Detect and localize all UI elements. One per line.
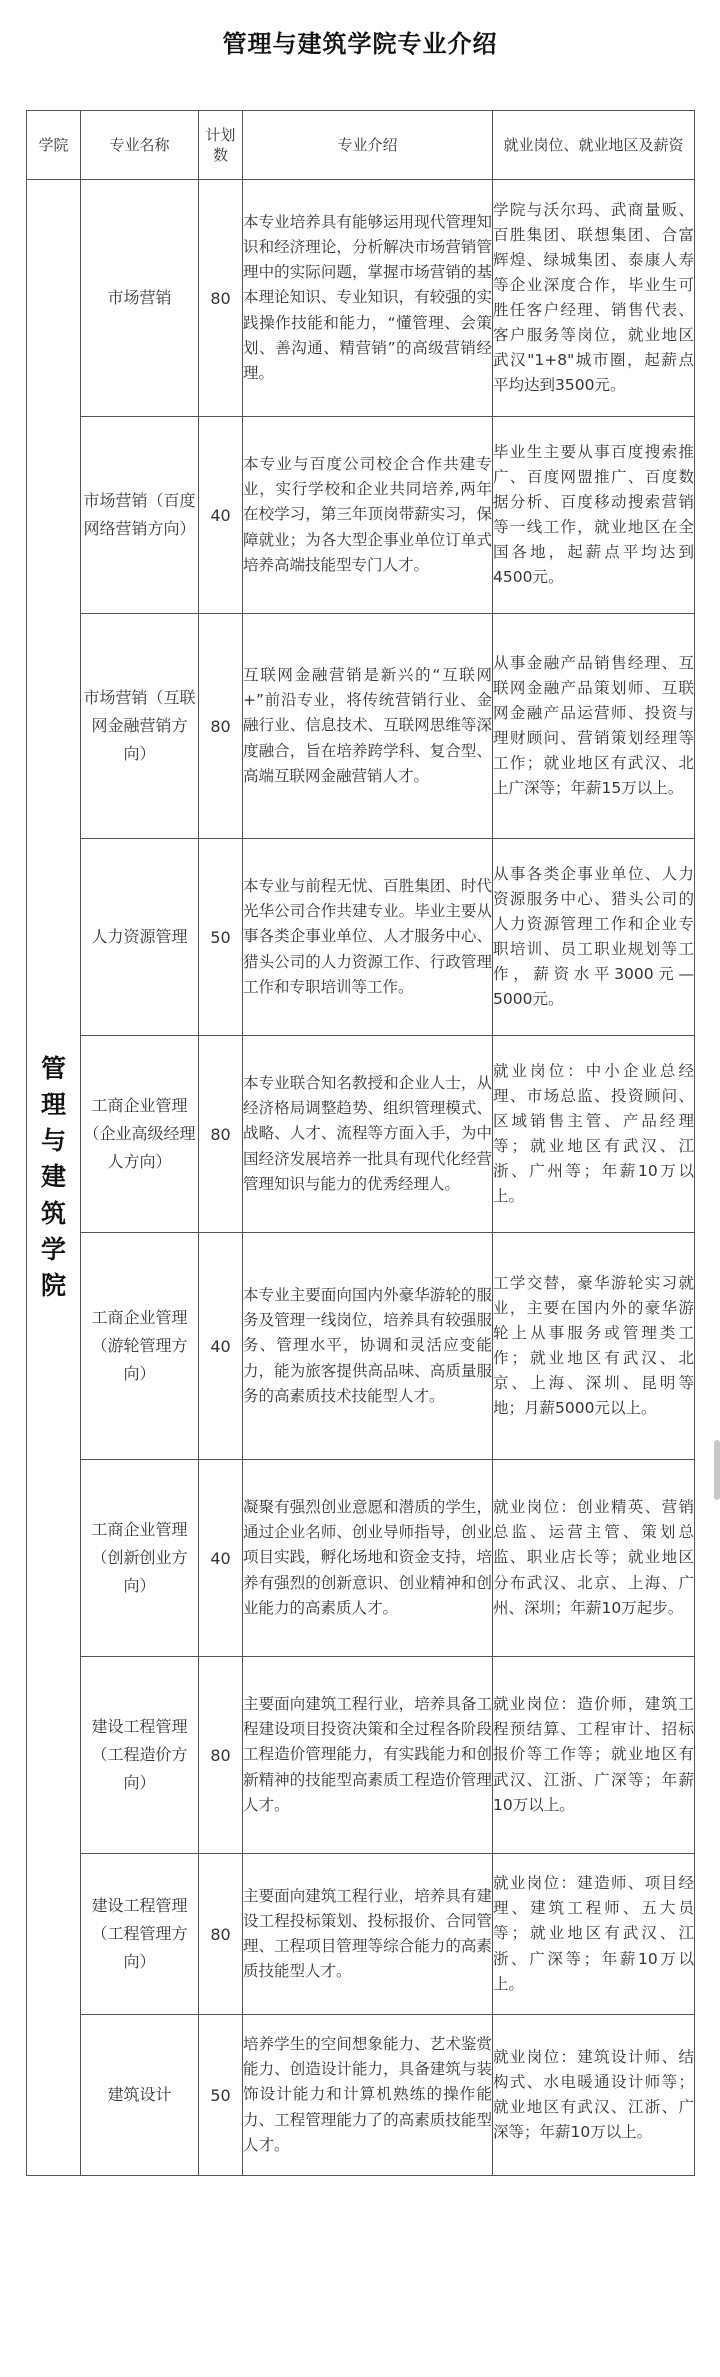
major-name: 人力资源管理 (81, 839, 199, 1036)
plan-count: 40 (199, 1233, 243, 1460)
job-info: 毕业生主要从事百度搜索推广、百度网盟推广、百度数据分析、百度移动搜索营销等一线工作，就业地区在全国各地，起薪点平均达到4500元。 (493, 417, 695, 614)
table-row (27, 614, 695, 839)
job-info: 就业岗位：创业精英、营销总监、运营主管、策划总监、职业店长等；就业地区分布武汉、北京、上海、广州、深圳；年薪10万起步。 (493, 1460, 695, 1657)
table-row (27, 1854, 695, 2015)
table-row (27, 1233, 695, 1460)
major-intro: 培养学生的空间想象能力、艺术鉴赏能力、创造设计能力，具备建筑与装饰设计能力和计算机熟练的操作能力、工程管理能力了的高素质技能型人才。 (243, 2015, 493, 2176)
major-intro: 本专业培养具有能够运用现代管理知识和经济理论，分析解决市场营销管理中的实际问题，掌握市场营销的基本理论知识、专业知识，有较强的实践操作技能和能力，“懂管理、会策划、善沟通、精营销”的高级营销经理。 (243, 180, 493, 417)
major-name: 市场营销（百度网络营销方向） (81, 417, 199, 614)
scrollbar-thumb[interactable] (714, 1440, 720, 1500)
plan-count: 40 (199, 1460, 243, 1657)
job-info: 就业岗位：造价师，建筑工程预结算、工程审计、招标报价等工作等；就业地区有武汉、江浙、广深等；年薪10万以上。 (493, 1657, 695, 1854)
plan-count: 80 (199, 1036, 243, 1233)
table-row (27, 417, 695, 614)
table-row (27, 180, 695, 417)
header-college: 学院 (27, 111, 81, 180)
plan-count: 50 (199, 2015, 243, 2176)
major-intro: 本专业与前程无忧、百胜集团、时代光华公司合作共建专业。毕业主要从事各类企事业单位、人才服务中心、猎头公司的人力资源工作、行政管理工作和专职培训等工作。 (243, 839, 493, 1036)
plan-count: 80 (199, 614, 243, 839)
table-header-row (27, 111, 695, 180)
page-title: 管理与建筑学院专业介绍 (222, 30, 498, 58)
table-row (27, 1036, 695, 1233)
major-intro: 主要面向建筑工程行业，培养具备工程建设项目投资决策和全过程各阶段工程造价管理能力，有实践能力和创新精神的技能型高素质工程造价管理人才。 (243, 1657, 493, 1854)
plan-count: 80 (199, 1657, 243, 1854)
job-info: 就业岗位：建造师、项目经理、建筑工程师、五大员等；就业地区有武汉、江浙、广深等；年薪10万以上。 (493, 1854, 695, 2015)
header-plan: 计划数 (199, 111, 243, 180)
majors-table (26, 110, 695, 2176)
plan-count: 40 (199, 417, 243, 614)
plan-count: 80 (199, 180, 243, 417)
major-name: 市场营销 (81, 180, 199, 417)
major-intro: 凝聚有强烈创业意愿和潜质的学生，通过企业名师、创业导师指导，创业项目实践，孵化场地和资金支持，培养有强烈的创新意识、创业精神和创业能力的高素质人才。 (243, 1460, 493, 1657)
major-intro: 本专业与百度公司校企合作共建专业，实行学校和企业共同培养,两年在校学习，第三年顶岗带薪实习，保障就业；为各大型企事业单位订单式培养高端技能型专门人才。 (243, 417, 493, 614)
job-info: 就业岗位：建筑设计师、结构式、水电暖通设计师等；就业地区有武汉、江浙、广深等；年薪10万以上。 (493, 2015, 695, 2176)
job-info: 就业岗位：中小企业总经理、市场总监、投资顾问、区域销售主管、产品经理等；就业地区有武汉、江浙、广州等；年薪10万以上。 (493, 1036, 695, 1233)
major-intro: 主要面向建筑工程行业，培养具有建设工程投标策划、投标报价、合同管理、工程项目管理等综合能力的高素质技能型人才。 (243, 1854, 493, 2015)
major-name: 建设工程管理（工程管理方向） (81, 1854, 199, 2015)
major-name: 市场营销（互联网金融营销方向） (81, 614, 199, 839)
job-info: 从事金融产品销售经理、互联网金融产品策划师、互联网金融产品运营师、投资与理财顾问、营销策划经理等工作；就业地区有武汉、北上广深等；年薪15万以上。 (493, 614, 695, 839)
job-info: 从事各类企事业单位、人力资源服务中心、猎头公司的人力资源管理工作和企业专职培训、员工职业规划等工作，薪资水平3000元—5000元。 (493, 839, 695, 1036)
job-info: 工学交替，豪华游轮实习就业，主要在国内外的豪华游轮上从事服务或管理类工作；就业地区有武汉、北京、上海、深圳、昆明等地；月薪5000元以上。 (493, 1233, 695, 1460)
major-intro: 互联网金融营销是新兴的“互联网+”前沿专业，将传统营销行业、金融行业、信息技术、互联网思维等深度融合，旨在培养跨学科、复合型、高端互联网金融营销人才。 (243, 614, 493, 839)
major-name: 工商企业管理（游轮管理方向） (81, 1233, 199, 1460)
header-major: 专业名称 (81, 111, 199, 180)
table-row (27, 1460, 695, 1657)
header-intro: 专业介绍 (243, 111, 493, 180)
major-intro: 本专业主要面向国内外豪华游轮的服务及管理一线岗位，培养具有较强服务、管理水平，协调和灵活应变能力，能为旅客提供高品味、高质量服务的高素质技术技能型人才。 (243, 1233, 493, 1460)
plan-count: 80 (199, 1854, 243, 2015)
major-name: 建筑设计 (81, 2015, 199, 2176)
major-name: 工商企业管理（企业高级经理人方向） (81, 1036, 199, 1233)
table-row (27, 1657, 695, 1854)
major-name: 工商企业管理（创新创业方向） (81, 1460, 199, 1657)
college-cell (27, 180, 81, 2176)
table-row (27, 839, 695, 1036)
major-name: 建设工程管理（工程造价方向） (81, 1657, 199, 1854)
college-name: 管理与建筑学院 (40, 1053, 66, 1301)
major-intro: 本专业联合知名教授和企业人士，从经济格局调整趋势、组织管理模式、战略、人才、流程等方面入手，为中国经济发展培养一批具有现代化经营管理知识与能力的优秀经理人。 (243, 1036, 493, 1233)
header-jobs: 就业岗位、就业地区及薪资 (493, 111, 695, 180)
plan-count: 50 (199, 839, 243, 1036)
table-row (27, 2015, 695, 2176)
job-info: 学院与沃尔玛、武商量贩、百胜集团、联想集团、合富辉煌、绿城集团、泰康人寿等企业深度合作，毕业生可胜任客户经理、销售代表、客户服务等岗位，就业地区武汉"1+8"城市圈，起薪点平均达到3500元。 (493, 180, 695, 417)
